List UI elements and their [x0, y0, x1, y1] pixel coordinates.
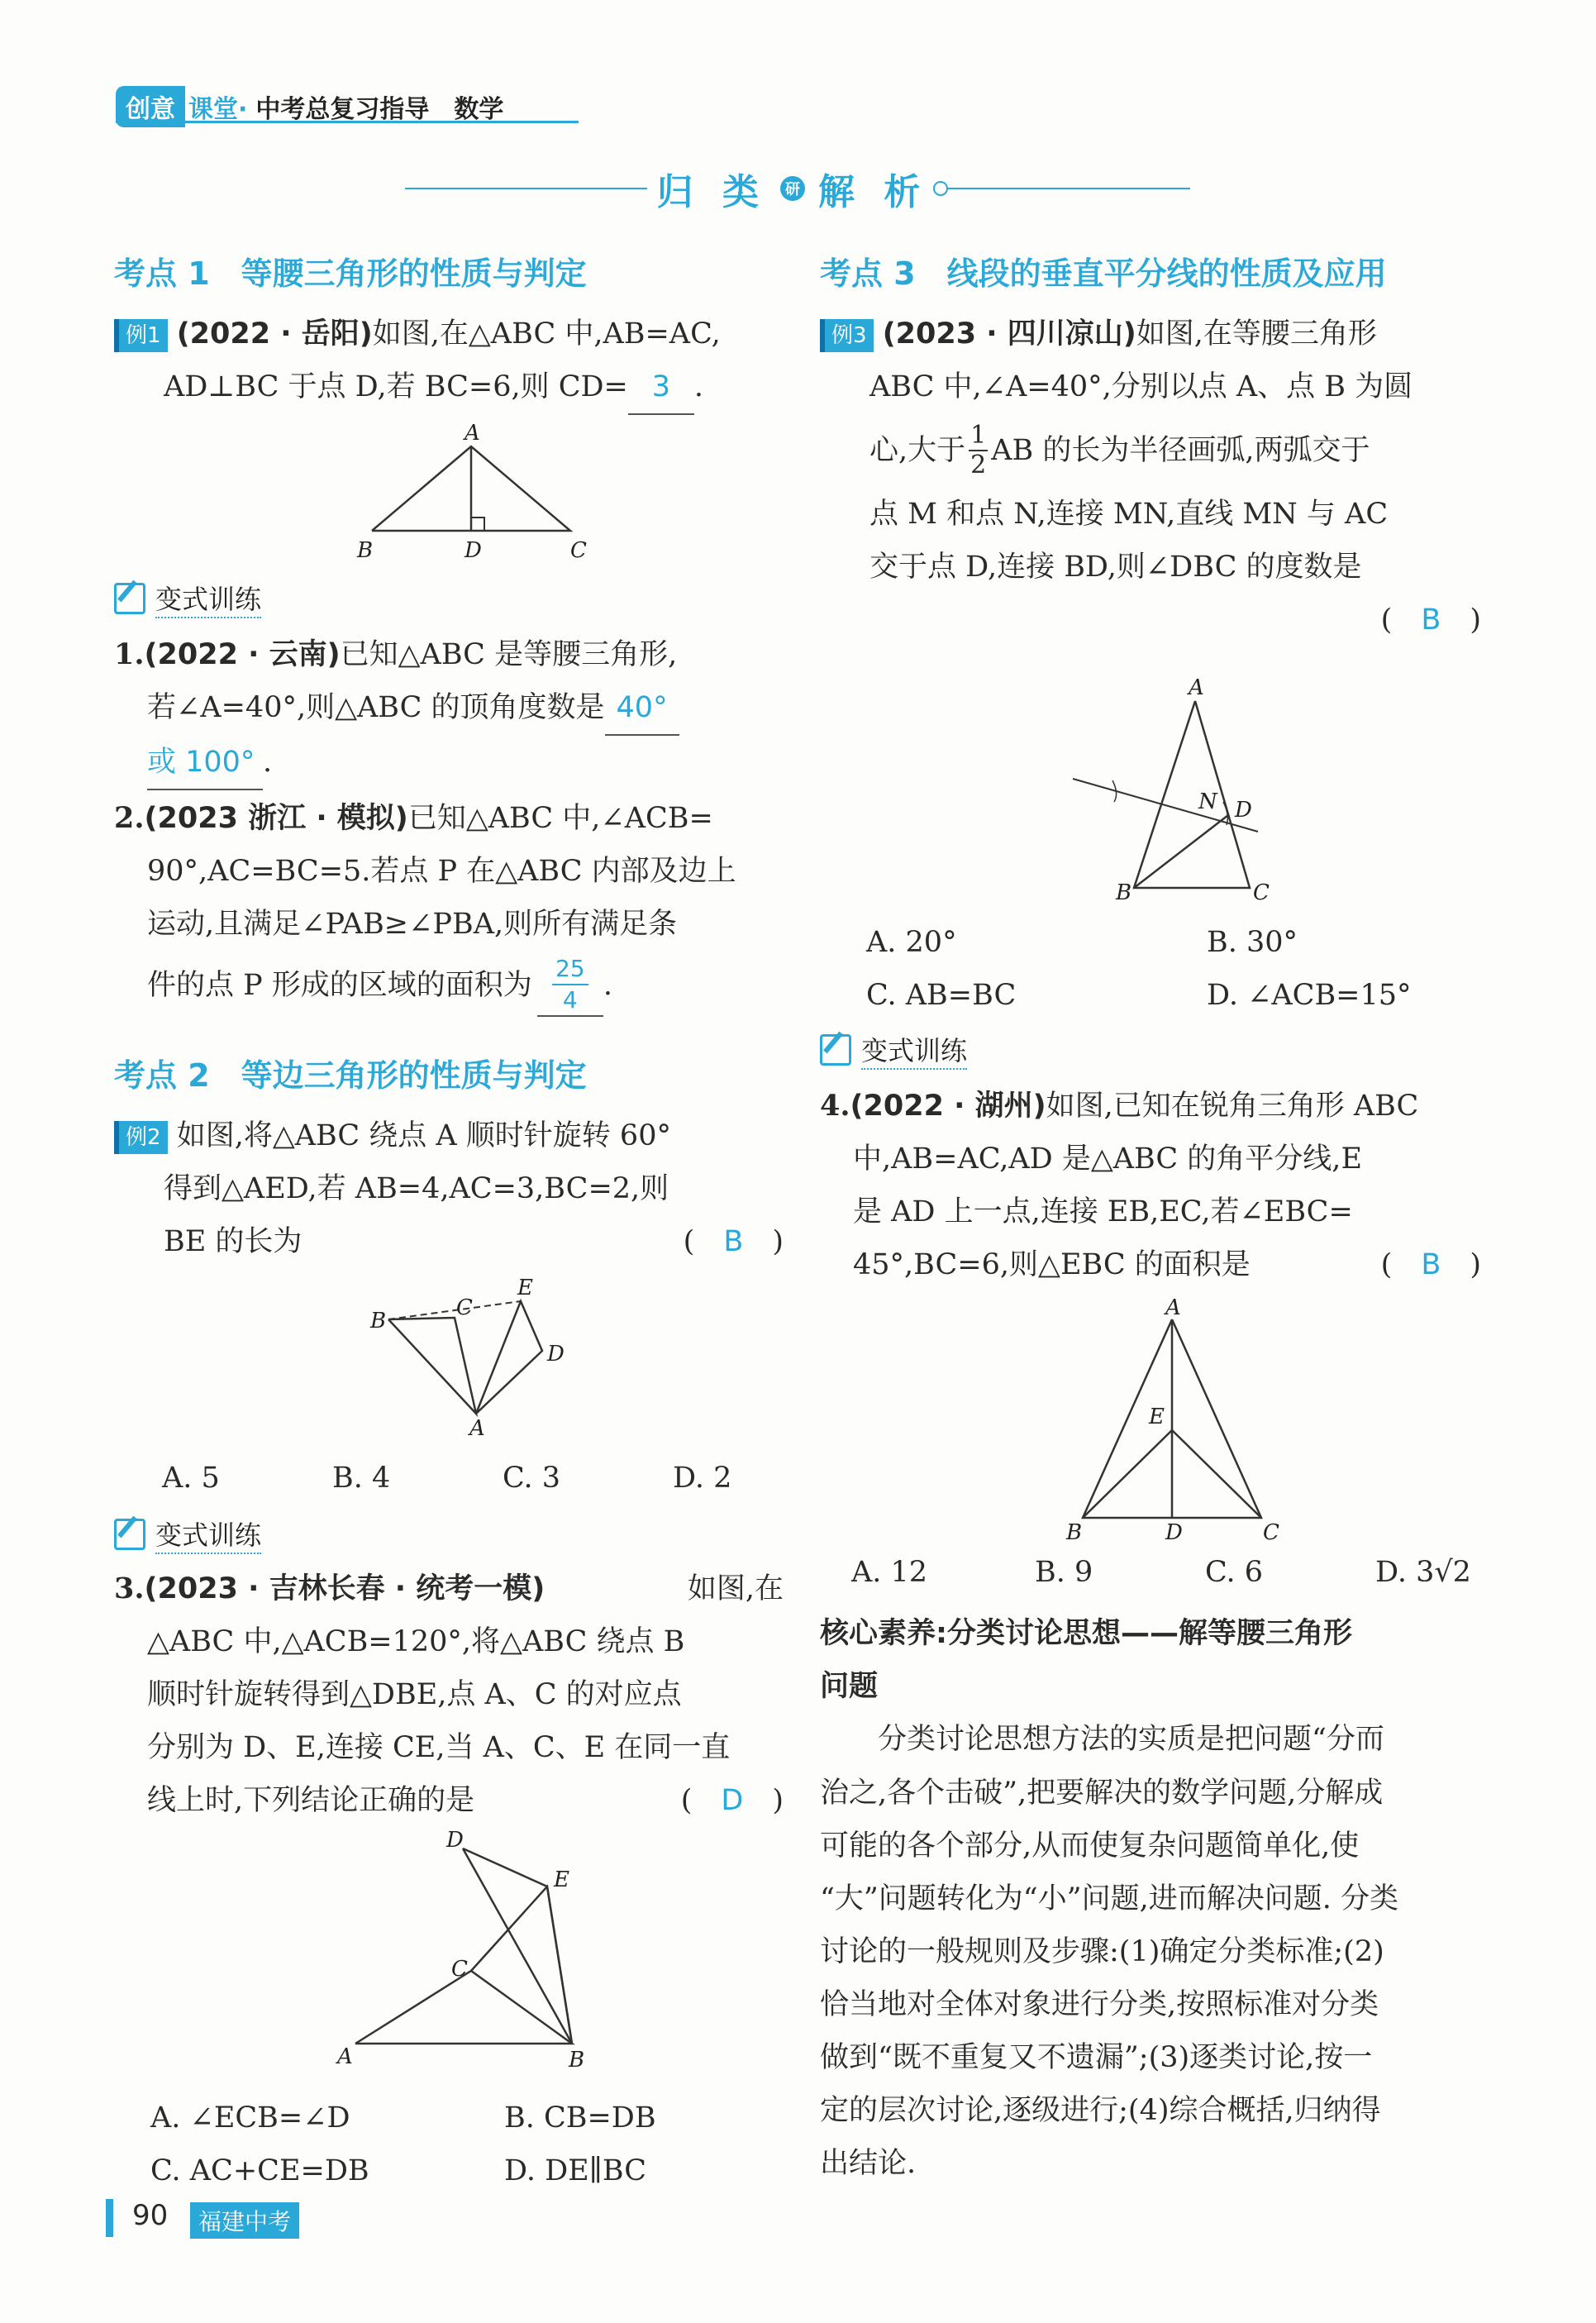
fig2-dashed-BE — [388, 1301, 521, 1319]
question-4-options — [851, 1556, 1496, 1589]
figure-1-triangle — [347, 423, 595, 572]
core-line-5: 恰当地对全体对象进行分类,按照标准对分类 — [820, 1988, 1379, 2021]
example-3-line1: 如图,在等腰三角形 — [1136, 317, 1377, 351]
fig3-label-D: D — [446, 1828, 464, 1853]
q4-option-c: C. 6 — [1205, 1556, 1264, 1589]
core-line-7: 定的层次讨论,逐级进行;(4)综合概括,归纳得 — [820, 2094, 1381, 2127]
fig4-label-D: D — [1235, 798, 1252, 823]
fig5-label-B: B — [1066, 1520, 1083, 1545]
fig2-label-A: A — [469, 1416, 485, 1438]
fig4-segment-BD — [1134, 815, 1228, 888]
header-rule — [116, 121, 579, 123]
example-3-line3b: AB 的长为半径画弧,两弧交于 — [991, 434, 1370, 467]
q4-paren-open: ( — [1380, 1248, 1393, 1281]
question-3-options — [150, 2092, 779, 2197]
pencil-icon — [114, 583, 145, 614]
example-2-line1: 如图,将△ABC 绕点 A 顺时针旋转 60° — [176, 1119, 671, 1152]
header-subject: 数学 — [454, 95, 504, 124]
ex2-option-c: C. 3 — [503, 1462, 561, 1495]
fig5-label-D: D — [1165, 1520, 1183, 1545]
kaodian1-title: 考点 1 等腰三角形的性质与判定 — [114, 255, 587, 292]
example-3-tag: 例3 — [820, 319, 874, 352]
q4-paren-close: ) — [1470, 1248, 1481, 1281]
title-mid-icon: 研 — [780, 176, 805, 201]
core-heading-2: 问题 — [820, 1670, 879, 1703]
q4-option-a: A. 12 — [851, 1556, 928, 1589]
title-rule-right — [948, 188, 1190, 189]
q2-ans-den: 4 — [562, 986, 578, 1014]
q3-line2: △ABC 中,△ACB=120°,将△ABC 绕点 B — [147, 1625, 685, 1658]
title-right: 解 析 — [818, 171, 929, 213]
fig1-label-C: C — [570, 538, 587, 563]
fig3-hidden — [463, 1848, 471, 1971]
q3-source: (2023 · 吉林长春 · 统考一模) — [144, 1572, 545, 1605]
fig4-label-N: N — [1198, 789, 1217, 814]
q3-line1: 如图,在 — [687, 1572, 784, 1605]
q3-line5: 线上时,下列结论正确的是 — [147, 1784, 475, 1817]
figure-3-rotation — [331, 1827, 612, 2075]
example-1-source: (2022 · 岳阳) — [176, 317, 373, 351]
q4-num: 4. — [820, 1089, 850, 1123]
q3-line3: 顺时针旋转得到△DBE,点 A、C 的对应点 — [147, 1678, 682, 1711]
q4-line3: 是 AD 上一点,连接 EB,EC,若∠EBC= — [853, 1195, 1353, 1228]
fig3-label-E: E — [554, 1867, 569, 1892]
fig4-label-C: C — [1253, 880, 1270, 905]
q2-num: 2. — [114, 801, 145, 835]
core-line-2: 可能的各个部分,从而使复杂问题简单化,使 — [820, 1829, 1360, 1863]
pencil-icon — [820, 1034, 851, 1066]
ex3-paren-open: ( — [1380, 603, 1393, 637]
fig5-label-C: C — [1263, 1520, 1279, 1545]
q2-line2: 90°,AC=BC=5.若点 P 在△ABC 内部及边上 — [147, 855, 736, 888]
figure-2-rotation — [364, 1273, 579, 1438]
q4-option-b: B. 9 — [1035, 1556, 1093, 1589]
q3-num: 3. — [114, 1572, 145, 1605]
ex3-frac-num: 1 — [970, 421, 987, 450]
example-2-line3: BE 的长为 — [164, 1225, 303, 1258]
bianshi-1 — [114, 579, 261, 618]
fig4-line-MN — [1073, 779, 1258, 832]
q4-answer: B — [1421, 1248, 1441, 1281]
q1-line2: 若∠A=40°,则△ABC 的顶角度数是 — [147, 691, 605, 724]
fig3-label-A: A — [337, 2044, 353, 2069]
q3-option-b: B. CB=DB — [504, 2101, 656, 2135]
ex2-option-b: B. 4 — [332, 1462, 391, 1495]
q4-line1: 如图,已知在锐角三角形 ABC — [1046, 1090, 1419, 1123]
ex2-paren-open: ( — [683, 1225, 695, 1258]
core-line-0: 分类讨论思想方法的实质是把问题“分而 — [878, 1723, 1384, 1756]
footer-tag: 福建中考 — [190, 2202, 299, 2239]
fig4-label-B: B — [1116, 880, 1132, 905]
q2-line4: 件的点 P 形成的区域的面积为 — [147, 969, 532, 1002]
fig4-label-A: A — [1189, 678, 1204, 700]
fig3-label-B: B — [569, 2048, 585, 2073]
ex3-option-b: B. 30° — [1207, 926, 1298, 959]
core-line-8: 出结论. — [820, 2147, 917, 2180]
bianshi-2 — [114, 1514, 261, 1554]
ex3-frac-den: 2 — [970, 451, 987, 479]
q1-num: 1. — [114, 637, 145, 671]
example-3-source: (2023 · 四川凉山) — [882, 317, 1136, 351]
fig2-label-D: D — [547, 1342, 565, 1367]
fig3-CE-EB — [471, 1887, 572, 2044]
fig2-label-C: C — [456, 1295, 473, 1320]
q3-line4: 分别为 D、E,连接 CE,当 A、C、E 在同一直 — [147, 1731, 731, 1764]
q2-line1: 已知△ABC 中,∠ACB= — [407, 802, 713, 835]
core-line-1: 治之,各个击破”,把要解决的数学问题,分解成 — [820, 1777, 1384, 1810]
figure-4-perpendicular-bisector — [1066, 678, 1281, 909]
fig2-triangle-AED — [476, 1301, 542, 1414]
kaodian2-title: 考点 2 等边三角形的性质与判定 — [114, 1057, 587, 1094]
fig5-label-A: A — [1165, 1298, 1181, 1320]
example-2 — [114, 1109, 784, 1268]
example-3-fraction — [969, 422, 988, 479]
q1-answer2: 或 100° — [147, 736, 263, 790]
q3-option-a: A. ∠ECB=∠D — [150, 2101, 350, 2135]
section-title — [405, 162, 1190, 215]
title-rule-left — [405, 188, 647, 189]
question-2 — [114, 792, 784, 1020]
example-3-line4: 点 M 和点 N,连接 MN,直线 MN 与 AC — [869, 498, 1389, 531]
example-1-tag: 例1 — [114, 319, 168, 352]
example-3-line3a: 心,大于 — [869, 434, 966, 467]
q1-line1: 已知△ABC 是等腰三角形, — [340, 638, 678, 671]
example-3-options — [866, 916, 1494, 1022]
header-badge: 创意 — [116, 86, 185, 127]
q3-option-d: D. DE∥BC — [504, 2154, 646, 2187]
example-3-line2: ABC 中,∠A=40°,分别以点 A、点 B 为圆 — [869, 370, 1413, 403]
fig5-label-E: E — [1149, 1405, 1165, 1429]
fig1-label-B: B — [357, 538, 374, 563]
example-2-answer: B — [723, 1225, 744, 1258]
ex3-option-c: C. AB=BC — [866, 979, 1017, 1012]
q4-option-d: D. 3√2 — [1375, 1556, 1471, 1589]
fig2-label-B: B — [370, 1309, 387, 1333]
example-2-line2: 得到△AED,若 AB=4,AC=3,BC=2,则 — [164, 1172, 669, 1205]
ex2-option-d: D. 2 — [673, 1462, 732, 1495]
q2-end: . — [603, 969, 612, 1002]
example-3 — [820, 308, 1481, 646]
example-2-tag: 例2 — [114, 1121, 168, 1154]
question-1 — [114, 628, 784, 790]
q3-paren-close: ) — [772, 1784, 784, 1817]
core-heading-1: 核心素养:分类讨论思想——解等腰三角形 — [820, 1617, 1352, 1650]
core-literacy — [820, 1607, 1481, 2190]
ex2-paren-close: ) — [772, 1225, 784, 1258]
pencil-icon — [114, 1519, 145, 1550]
footer-bar — [106, 2199, 113, 2237]
bianshi-3 — [820, 1030, 967, 1070]
fig1-right-angle — [471, 518, 484, 531]
title-dot — [933, 181, 948, 196]
q1-source: (2022 · 云南) — [144, 638, 341, 671]
fig1-label-D: D — [465, 538, 482, 563]
fig2-triangle-ABC — [388, 1318, 476, 1414]
q3-option-c: C. AC+CE=DB — [150, 2154, 369, 2187]
question-3 — [114, 1562, 784, 1827]
q2-answer-fraction — [537, 954, 603, 1017]
example-3-answer: B — [1421, 603, 1441, 637]
bianshi-3-label: 变式训练 — [861, 1030, 967, 1070]
ex3-option-d: D. ∠ACB=15° — [1207, 979, 1412, 1012]
example-3-line5: 交于点 D,连接 BD,则∠DBC 的度数是 — [869, 551, 1362, 584]
q2-source: (2023 浙江 · 模拟) — [144, 802, 408, 835]
example-1-answer: 3 — [628, 360, 694, 415]
q1-answer1: 40° — [605, 681, 679, 736]
ex2-option-a: A. 5 — [162, 1462, 220, 1495]
example-1-end: . — [693, 370, 704, 403]
example-1-line2: AD⊥BC 于点 D,若 BC=6,则 CD= — [164, 370, 628, 403]
q3-paren-open: ( — [680, 1784, 693, 1817]
kaodian3-title: 考点 3 线段的垂直平分线的性质及应用 — [820, 255, 1387, 292]
q4-line2: 中,AB=AC,AD 是△ABC 的角平分线,E — [853, 1142, 1362, 1176]
q3-answer: D — [721, 1784, 744, 1817]
bianshi-1-label: 变式训练 — [155, 579, 261, 618]
fig3-label-C: C — [451, 1957, 468, 1982]
fig4-triangle — [1134, 701, 1250, 888]
fig2-label-E: E — [517, 1276, 533, 1300]
fig1-label-A: A — [465, 423, 480, 446]
example-2-options — [162, 1462, 790, 1495]
core-line-3: “大”问题转化为“小”问题,进而解决问题. 分类 — [820, 1882, 1398, 1915]
q4-line4: 45°,BC=6,则△EBC 的面积是 — [853, 1248, 1251, 1281]
example-1 — [114, 308, 784, 415]
q4-source: (2022 · 湖州) — [850, 1090, 1046, 1123]
page-number: 90 — [132, 2199, 169, 2232]
header-brand: 课堂· — [188, 95, 248, 124]
core-line-4: 讨论的一般规则及步骤:(1)确定分类标准;(2) — [820, 1935, 1384, 1968]
ex3-paren-close: ) — [1470, 603, 1481, 637]
core-line-6: 做到“既不重复又不遗漏”;(3)逐类讨论,按一 — [820, 2041, 1373, 2074]
fig3-triangle-ABC — [355, 1971, 572, 2044]
question-4 — [820, 1080, 1481, 1291]
figure-4-isosceles — [1050, 1298, 1298, 1546]
bianshi-2-label: 变式训练 — [155, 1514, 261, 1554]
q2-ans-num: 25 — [552, 954, 588, 985]
title-left: 归 类 — [656, 171, 767, 213]
ex3-option-a: A. 20° — [866, 926, 957, 959]
header-series: 中考总复习指导 — [255, 95, 430, 124]
example-1-line1: 如图,在△ABC 中,AB=AC, — [372, 317, 721, 351]
q1-end: . — [263, 746, 273, 779]
q2-line3: 运动,且满足∠PAB≥∠PBA,则所有满足条 — [147, 908, 678, 941]
